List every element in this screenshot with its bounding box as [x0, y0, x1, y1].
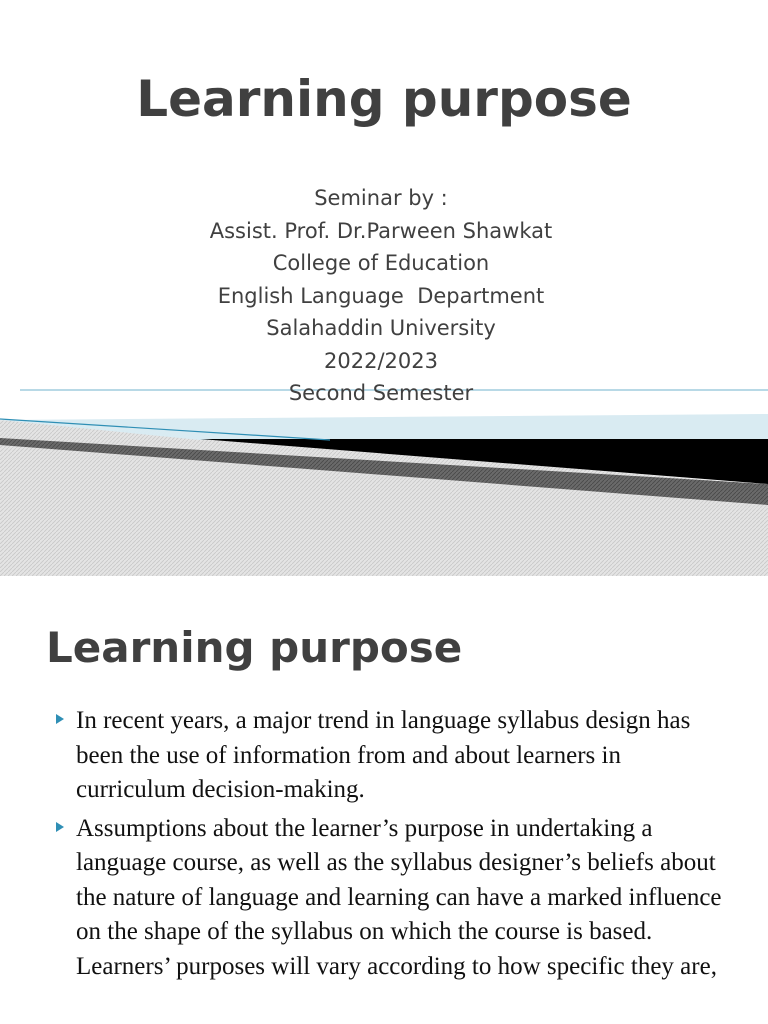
- list-item: [56, 812, 736, 985]
- content-slide: [0, 576, 768, 1024]
- bullet-list: [56, 704, 736, 988]
- list-item: [56, 704, 736, 808]
- subtitle-line-department: English Language Department: [217, 283, 545, 308]
- triangle-bullet-icon: [56, 714, 64, 724]
- subtitle-line-semester: Second Semester: [288, 381, 474, 405]
- subtitle-line-college: College of Education: [272, 251, 490, 275]
- bullet-text: Assumptions about the learner’s purpose in undertaking a language course, as well as the syllabus designer’s beliefs about the nature of language and learning can have a marked influence on the shape of the syllabus on which the course is based. Learners’ purposes will vary according to how specific they are,: [76, 814, 722, 980]
- subtitle-line-seminar: Seminar by :: [314, 186, 448, 210]
- subtitle-line-year: 2022/2023: [324, 348, 438, 373]
- content-slide-title: Learning purpose: [46, 623, 463, 672]
- triangle-bullet-icon: [56, 822, 64, 832]
- presenter-info: [0, 182, 762, 410]
- subtitle-line-presenter: Assist. Prof. Dr.Parween Shawkat: [209, 218, 553, 243]
- slide-title: Learning purpose: [136, 70, 632, 128]
- bullet-text: In recent years, a major trend in language syllabus design has been the use of information from and about learners in curriculum decision-making.: [76, 707, 691, 803]
- subtitle-line-university: Salahaddin University: [266, 316, 496, 340]
